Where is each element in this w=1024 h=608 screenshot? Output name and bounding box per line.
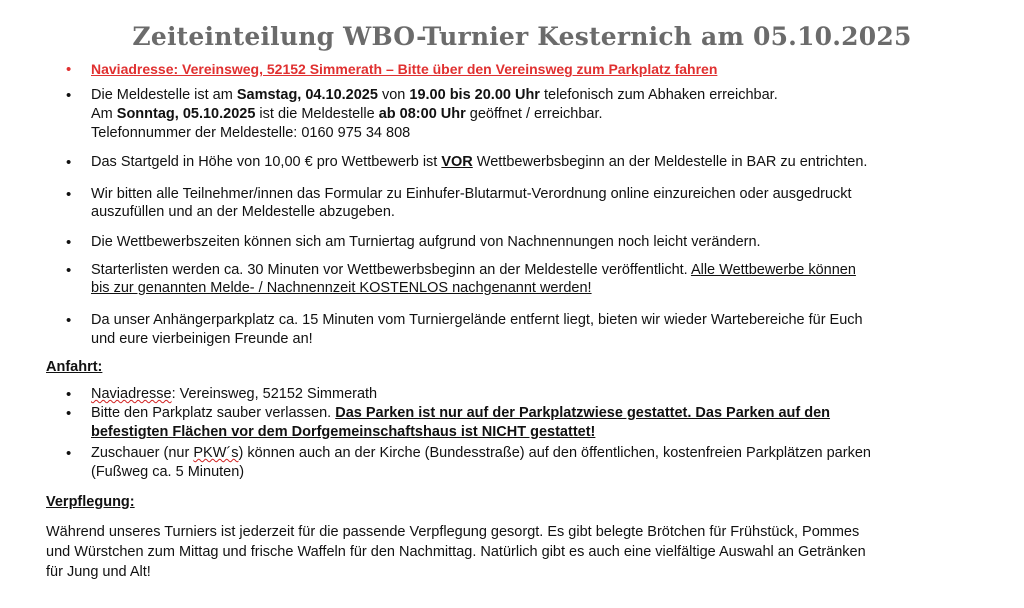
- bullet-marker: •: [66, 312, 72, 329]
- zuschauer-line-1: Zuschauer (nur PKW´s) können auch an der Kirche (Bundesstraße) auf den öffentlichen, kostenfreien Parkplätzen parken: [91, 445, 871, 461]
- page-title: Zeiteinteilung WBO-Turnier Kesternich am 05.10.2025: [132, 22, 912, 51]
- navi-address-red: Naviadresse: Vereinsweg, 52152 Simmerath – Bitte über den Vereinsweg zum Parkplatz fahren: [91, 61, 718, 77]
- formular-line-2: auszufüllen und an der Meldestelle abzugeben.: [91, 204, 395, 220]
- bullet-marker: •: [66, 405, 72, 422]
- parkplatz-line-2: befestigten Flächen vor dem Dorfgemeinschaftshaus ist NICHT gestattet!: [91, 424, 596, 440]
- starterlisten-line-2: bis zur genannten Melde- / Nachnennzeit KOSTENLOS nachgenannt werden!: [91, 280, 592, 296]
- bullet-marker: •: [66, 234, 72, 251]
- verpflegung-heading: Verpflegung:: [46, 494, 135, 510]
- verpflegung-line-3: für Jung und Alt!: [46, 564, 151, 580]
- bullet-marker: •: [66, 154, 72, 171]
- anhaenger-line-2: und eure vierbeinigen Freunde an!: [91, 331, 313, 347]
- bullet-marker: •: [66, 186, 72, 203]
- verpflegung-line-1: Während unseres Turniers ist jederzeit für die passende Verpflegung gesorgt. Es gibt belegte Brötchen für Frühstück, Pommes: [46, 524, 860, 540]
- bullet-marker: •: [66, 87, 72, 104]
- wettbewerbszeiten-text: Die Wettbewerbszeiten können sich am Turniertag aufgrund von Nachnennungen noch leicht verändern.: [91, 234, 761, 250]
- formular-line-1: Wir bitten alle Teilnehmer/innen das Formular zu Einhufer-Blutarmut-Verordnung online einzureichen oder ausgedruckt: [91, 186, 852, 202]
- meldestelle-line-2: Am Sonntag, 05.10.2025 ist die Meldestelle ab 08:00 Uhr geöffnet / erreichbar.: [91, 106, 603, 122]
- anfahrt-heading: Anfahrt:: [46, 359, 103, 375]
- bullet-marker: •: [66, 262, 72, 279]
- startgeld-text: Das Startgeld in Höhe von 10,00 € pro Wettbewerb ist VOR Wettbewerbsbeginn an der Meldestelle in BAR zu entrichten.: [91, 154, 868, 170]
- parkplatz-line-1: Bitte den Parkplatz sauber verlassen. Das Parken ist nur auf der Parkplatzwiese gestattet. Das Parken auf den: [91, 405, 831, 421]
- zuschauer-line-2: (Fußweg ca. 5 Minuten): [91, 464, 245, 480]
- bullet-marker: •: [66, 445, 72, 462]
- bullet-marker: •: [66, 386, 72, 403]
- anfahrt-navi: Naviadresse: Vereinsweg, 52152 Simmerath: [91, 386, 378, 402]
- starterlisten-line-1: Starterlisten werden ca. 30 Minuten vor Wettbewerbsbeginn an der Meldestelle veröffentlicht. Alle Wettbewerbe können: [91, 262, 856, 278]
- meldestelle-phone: Telefonnummer der Meldestelle: 0160 975 34 808: [91, 125, 411, 141]
- anhaenger-line-1: Da unser Anhängerparkplatz ca. 15 Minuten vom Turniergelände entfernt liegt, bieten wir wieder Wartebereiche für Euch: [91, 312, 863, 328]
- verpflegung-line-2: und Würstchen zum Mittag und frische Waffeln für den Nachmittag. Natürlich gibt es auch eine vielfältige Auswahl an Getränken: [46, 544, 866, 560]
- meldestelle-line-1: Die Meldestelle ist am Samstag, 04.10.2025 von 19.00 bis 20.00 Uhr telefonisch zum Abhaken erreichbar.: [91, 87, 778, 103]
- bullet-marker: •: [66, 61, 72, 78]
